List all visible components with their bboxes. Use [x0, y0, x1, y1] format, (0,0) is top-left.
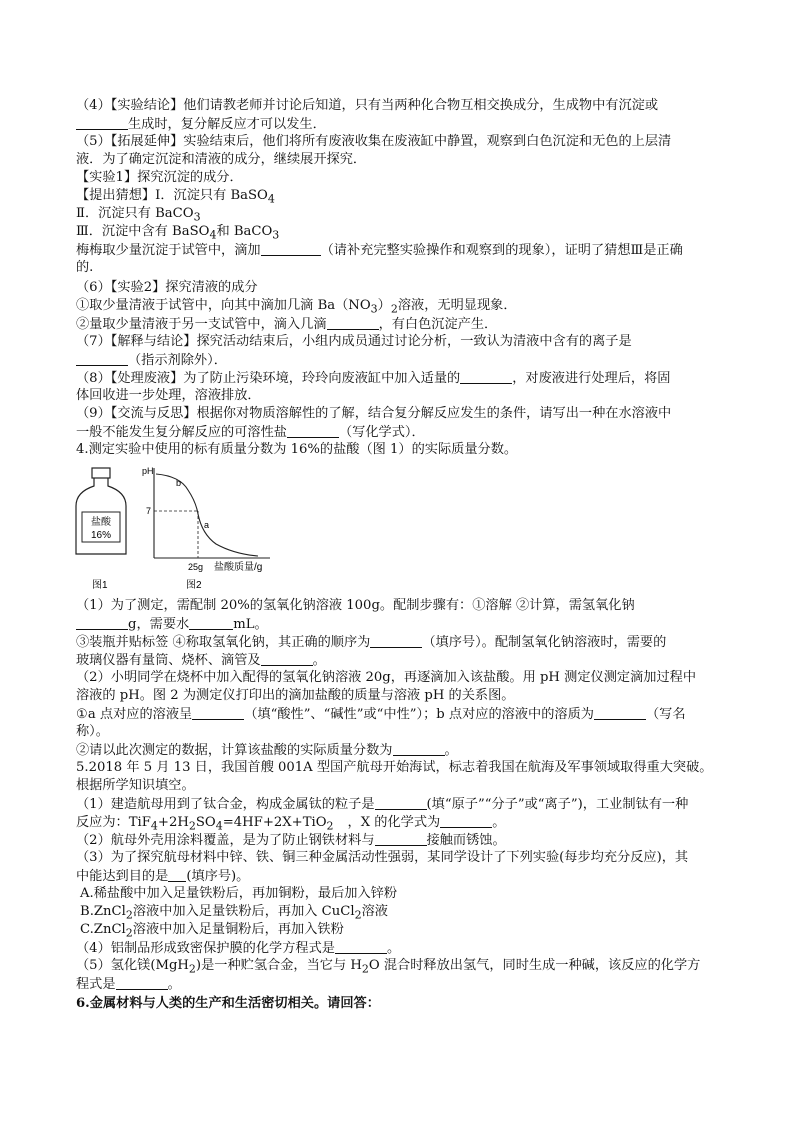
bottle-label-name: 盐酸 [91, 517, 111, 528]
q5-4-line: （4）铝制品形成致密保护膜的化学方程式是 。 [76, 941, 401, 956]
answer-blank[interactable] [76, 615, 128, 630]
point-b-label: b [176, 478, 182, 488]
option-c: C.ZnCl$_2$溶液中加入足量铜粉后，再加入铁粉 [80, 922, 344, 940]
question-5-title-2: 根据所学知识填空。 [76, 778, 195, 793]
q5-1-line: （1）建造航母用到了钛合金，构成金属钛的粒子是 (填“原子”“分子”或“离子”)，工业制钛有一种 [76, 797, 689, 812]
q4-conclusion-line: （4）【实验结论】他们请教老师并讨论后知道，只有当两种化合物互相交换成分，生成物中有沉淀或 [76, 98, 659, 113]
q8-line-2: 体回收进一步处理，溶液排放． [76, 388, 261, 403]
question-5-title: 5.2018 年 5 月 13 日，我国首艘 001A 型国产航母开始海试，标志着我国在航海及军事领域取得重大突破。 [76, 760, 713, 775]
answer-blank[interactable] [287, 423, 339, 438]
q4-2-line-2: 溶液的 pH。图 2 为测定仪打印出的滴加盐酸的质量与溶液 pH 的关系图。 [76, 688, 515, 703]
q5-3-line: （3）为了探究航母材料中锌、铁、铜三种金属活动性强弱，某同学设计了下列实验(每步均充分反应)，其 [76, 850, 689, 865]
ph-graph [142, 466, 270, 573]
q4-2-line-5: ②请以此次测定的数据，计算该盐酸的实际质量分数为 。 [76, 743, 458, 758]
hydrochloric-acid-bottle [76, 468, 126, 554]
q4-2-line: （2）小明同学在烧杯中加入配得的氢氧化钠溶液 20g，再逐滴加入该盐酸。用 pH 测定仪测定滴加过程中 [76, 670, 697, 685]
step-1-line: ①取少量清液于试管中，向其中滴加几滴 $Ba(NO_3)_2$溶液，无明显现象． [76, 298, 517, 316]
experiment-1-heading: 【实验1】探究沉淀的成分． [76, 170, 243, 185]
q4-1-line: （1）为了测定，需配制 20%的氢氧化钠溶液 100g。配制步骤有：①溶解 ②计算，需氢氧化钠 [76, 598, 635, 613]
x-tick-label: 25g [188, 562, 204, 572]
answer-blank[interactable] [261, 241, 321, 256]
answer-blank[interactable] [76, 115, 128, 130]
q9-line: （9）【交流与反思】根据你对物质溶解性的了解，结合复分解反应发生的条件，请写出一种在水溶液中 [76, 406, 672, 421]
hypothesis-2: Ⅱ．沉淀只有 BaCO$_3$ [76, 206, 201, 224]
q5-5-line-2: 程式是 。 [76, 977, 181, 992]
y-tick-label: 7 [146, 506, 152, 516]
ph-curve [156, 474, 258, 556]
answer-blank[interactable] [327, 315, 379, 330]
answer-blank[interactable] [116, 975, 168, 990]
question-4-title: 4.测定实验中使用的标有质量分数为 16%的盐酸（图 1）的实际质量分数。 [76, 442, 518, 457]
answer-blank[interactable] [375, 831, 427, 846]
meimei-line-2: 的. [76, 260, 94, 275]
q4-1-line-3: ③装瓶并贴标签 ④称取氢氧化钠，其正确的顺序为 （填序号）。配制氢氧化钠溶液时，需要的 [76, 635, 667, 650]
q4-1-line-2: g，需要水 mL。 [76, 615, 726, 634]
q9-line-2: 一般不能发生复分解反应的可溶性盐 （写化学式）． [76, 425, 425, 440]
q4-conclusion-line-2: 生成时，复分解反应才可以发生． [76, 115, 726, 134]
answer-blank[interactable] [460, 369, 512, 384]
figure-1-caption: 图1 [92, 580, 108, 591]
q5-2-line: （2）航母外壳用涂料覆盖，是为了防止钢铁材料与 接触而锈蚀。 [76, 833, 506, 848]
bottle-label-percent: 16% [90, 530, 112, 541]
answer-blank[interactable] [168, 867, 186, 882]
meimei-line: 梅梅取少量沉淀于试管中，滴加 （请补充完整实验操作和观察到的现象），证明了猜想Ⅲ是正确 [76, 243, 683, 258]
answer-blank[interactable] [375, 795, 427, 810]
q5-extension-line: （5）【拓展延伸】实验结束后，他们将所有废液收集在废液缸中静置，观察到白色沉淀和无色的上层清 [76, 134, 672, 149]
figure-2-caption: 图2 [186, 580, 202, 591]
answer-blank[interactable] [393, 741, 445, 756]
q7-line: （7）【解释与结论】探究活动结束后，小组内成员通过讨论分析，一致认为清液中含有的离子是 [76, 334, 632, 349]
q5-extension-line-2: 液．为了确定沉淀和清液的成分，继续展开探究． [76, 152, 367, 167]
figure-bottle-and-ph-graph [70, 462, 290, 594]
answer-blank[interactable] [335, 939, 387, 954]
point-a-label: a [204, 520, 210, 530]
answer-blank[interactable] [370, 633, 422, 648]
answer-blank[interactable] [440, 813, 492, 828]
q5-1-line-2: 反应为：$TiF_4+2H_2SO_4=4HF+2X+TiO_2$ ，X 的化学式为 。 [76, 815, 506, 833]
q4-2-line-4: 称）。 [76, 724, 109, 739]
option-b: B.ZnCl$_2$溶液中加入足量铁粉后，再加入 CuCl$_2$溶液 [80, 904, 388, 922]
answer-blank[interactable] [594, 705, 646, 720]
answer-blank[interactable] [261, 651, 313, 666]
answer-blank[interactable] [76, 351, 128, 366]
x-axis-label: 盐酸质量/g [214, 562, 263, 573]
q5-5-line: （5）氢化镁(MgH$_2$)是一种贮氢合金，当它与 $H_2O$ 混合时释放出氢气，同时生成一种碱，该反应的化学方 [76, 958, 701, 976]
step-2-line: ②量取少量清液于另一支试管中，滴入几滴 ，有白色沉淀产生． [76, 317, 498, 332]
q8-line: （8）【处理废液】为了防止污染环境，玲玲向废液缸中加入适量的 ，对废液进行处理后，将固 [76, 371, 671, 386]
experiment-2-heading: （6）【实验2】探究清液的成分 [76, 280, 258, 295]
q4-2-line-3: ①a 点对应的溶液呈 （填“酸性”、“碱性”或“中性”）；b 点对应的溶液中的溶质为 （写名 [76, 707, 686, 722]
y-axis-label: pH [142, 466, 154, 476]
q4-1-line-4: 玻璃仪器有量筒、烧杯、滴管及 。 [76, 653, 326, 668]
q5-3-line-2: 中能达到目的是 (填序号)。 [76, 869, 250, 884]
hypothesis-1: 【提出猜想】Ⅰ．沉淀只有 BaSO$_4$ [76, 188, 275, 206]
answer-blank[interactable] [192, 705, 244, 720]
q7-line-2: （指示剂除外）． [76, 351, 726, 370]
question-6-title: 6.金属材料与人类的生产和生活密切相关。请回答： [76, 996, 380, 1011]
option-a: A.稀盐酸中加入足量铁粉后，再加铜粉，最后加入锌粉 [80, 886, 398, 901]
answer-blank[interactable] [189, 615, 233, 630]
hypothesis-3: Ⅲ．沉淀中含有 BaSO$_4$和 BaCO$_3$ [76, 224, 280, 242]
